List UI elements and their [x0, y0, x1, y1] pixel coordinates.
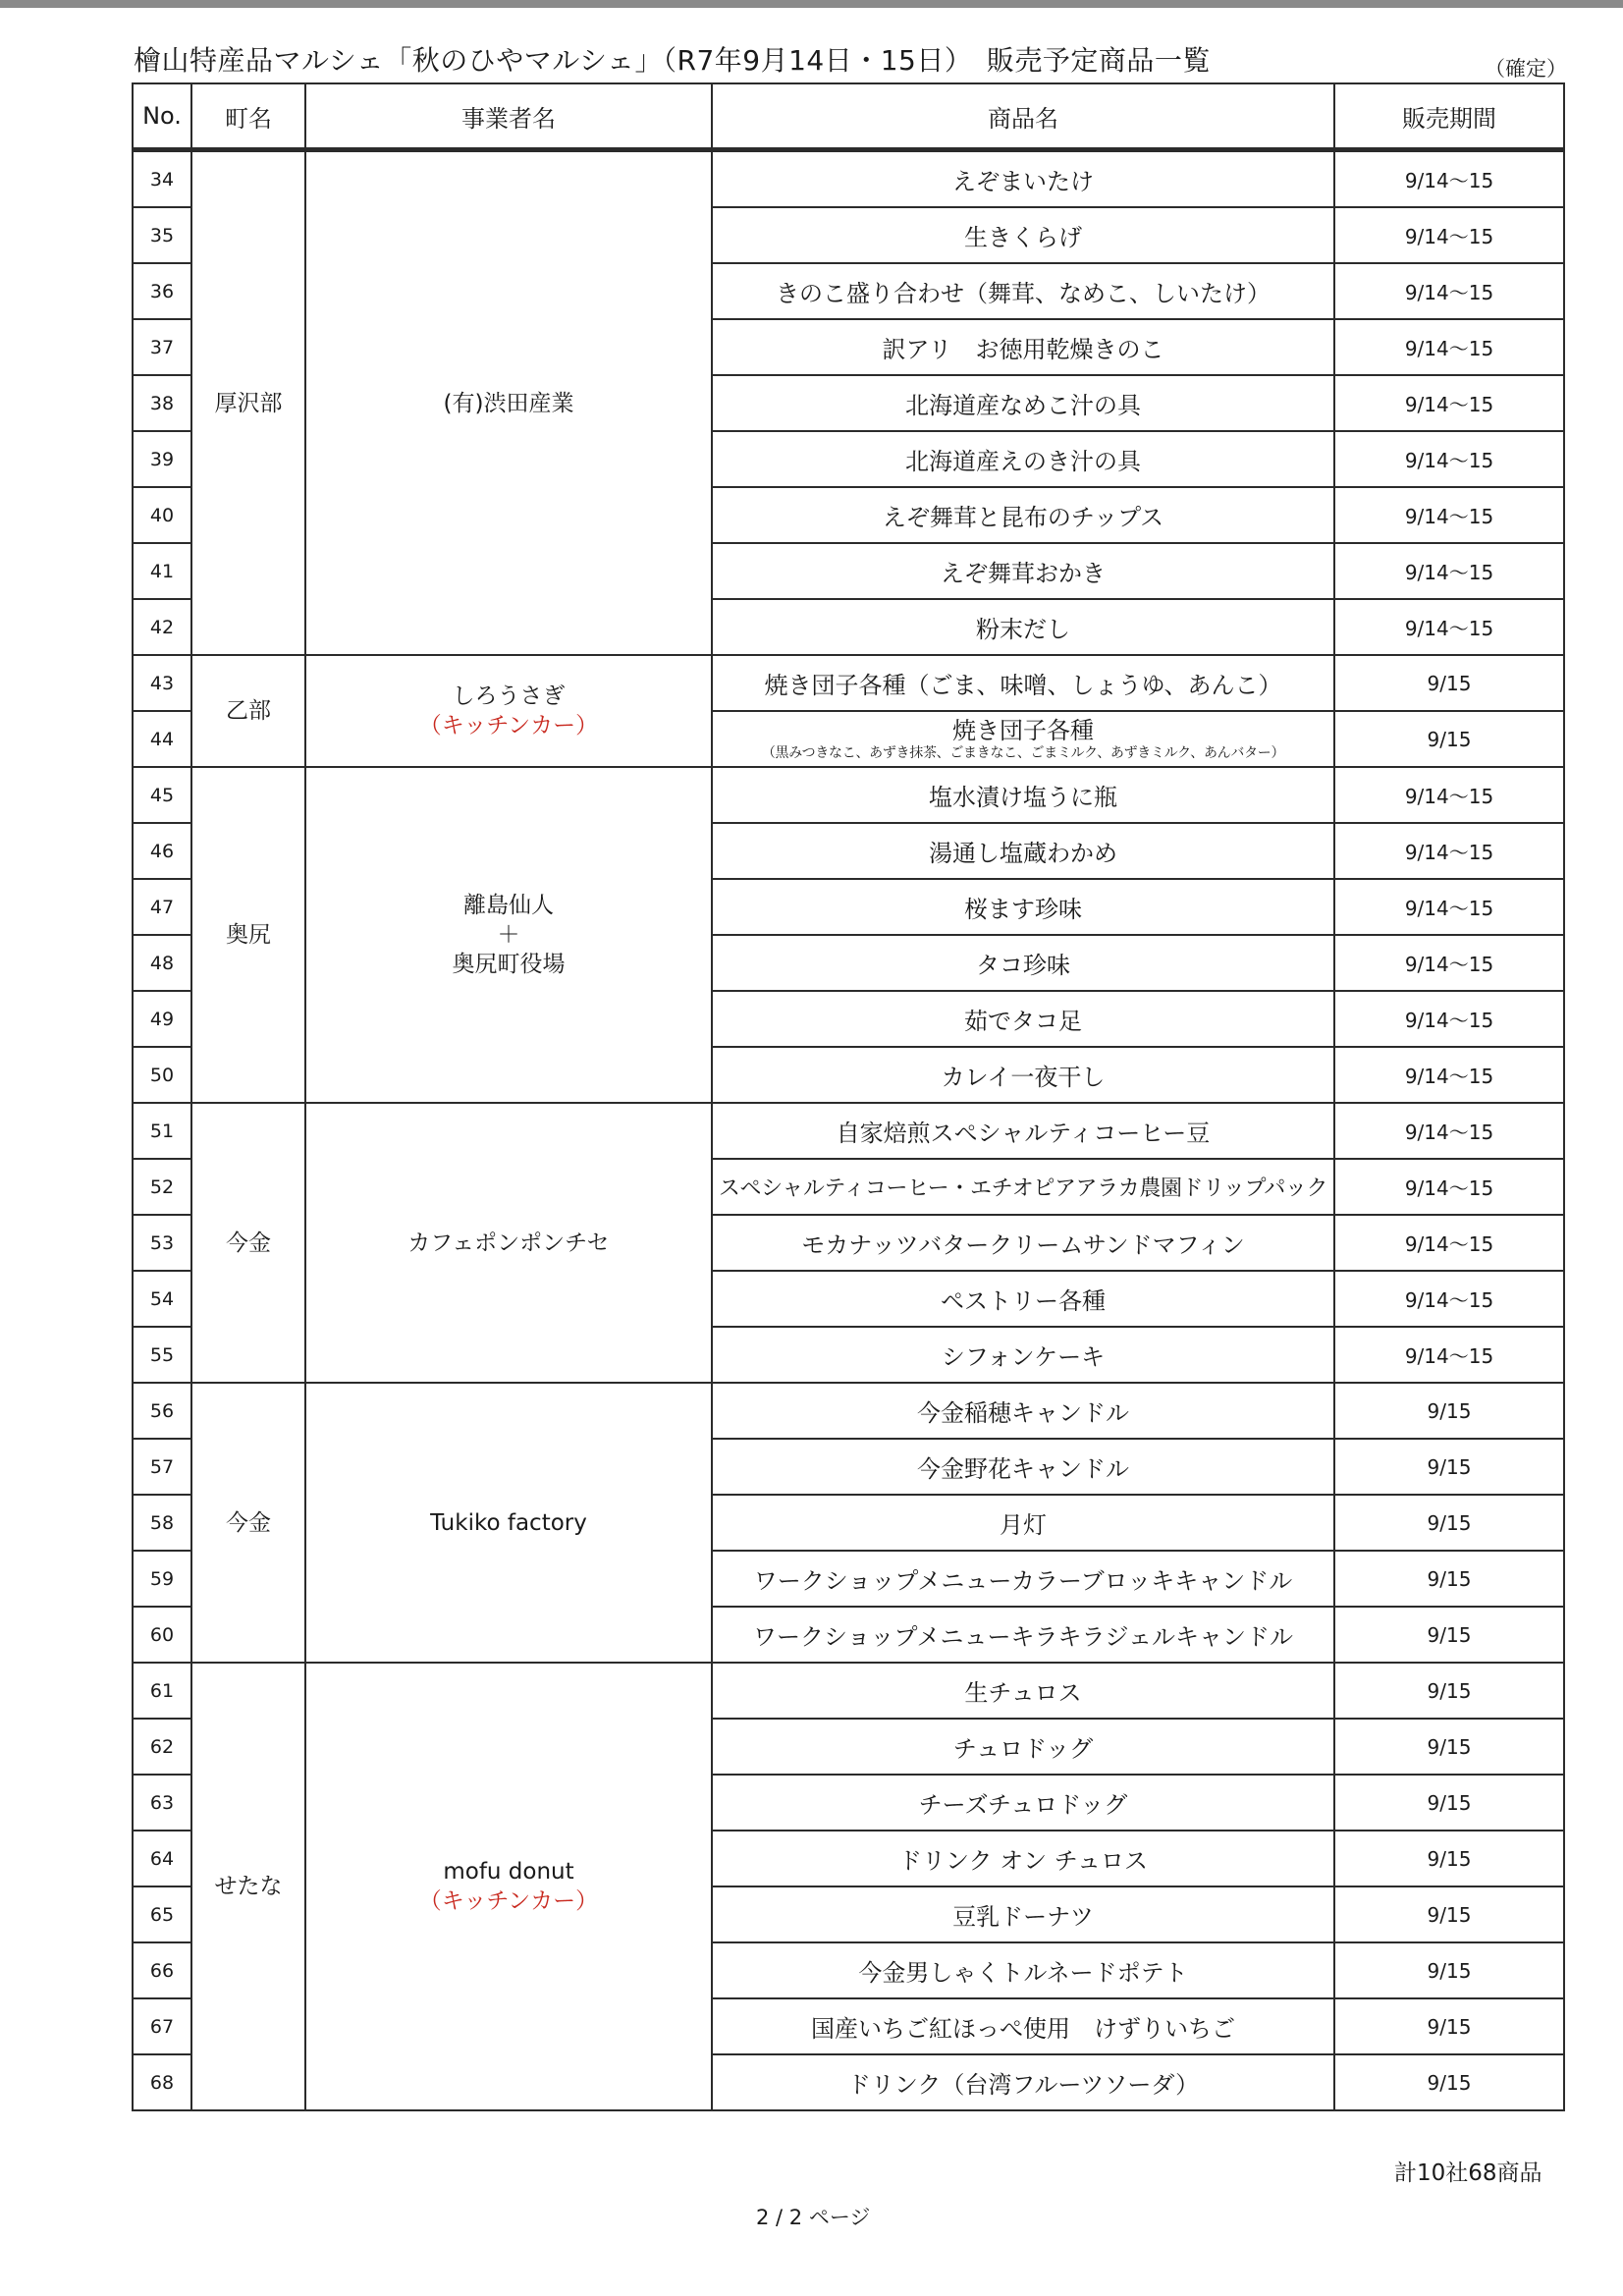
item-no: 38: [133, 375, 191, 431]
sale-period: 9/15: [1334, 1495, 1564, 1551]
business-cell: [305, 1663, 712, 2110]
product-name: モカナッツバタークリームサンドマフィン: [712, 1215, 1334, 1271]
item-no: 57: [133, 1439, 191, 1495]
item-no: 59: [133, 1551, 191, 1607]
product-name: えぞ舞茸と昆布のチップス: [712, 487, 1334, 543]
product-name: ペストリー各種: [712, 1271, 1334, 1327]
product-name: 粉末だし: [712, 599, 1334, 655]
item-no: 55: [133, 1327, 191, 1383]
sale-period: 9/14〜15: [1334, 935, 1564, 991]
summary-total: 計10社68商品: [1394, 2160, 1542, 2186]
table-row: [133, 150, 1564, 208]
sale-period: 9/14〜15: [1334, 150, 1564, 208]
product-note: （黒みつきなこ、あずき抹茶、ごまきなこ、ごまミルク、あずきミルク、あんバター）: [761, 744, 1285, 761]
item-no: 68: [133, 2054, 191, 2110]
scan-top-edge: [0, 0, 1623, 8]
sale-period: 9/15: [1334, 1663, 1564, 1719]
item-no: 42: [133, 599, 191, 655]
item-no: 67: [133, 1998, 191, 2054]
item-no: 65: [133, 1886, 191, 1942]
sale-period: 9/14〜15: [1334, 487, 1564, 543]
item-no: 50: [133, 1047, 191, 1103]
table-row: [133, 767, 1564, 823]
product-name: シフォンケーキ: [712, 1327, 1334, 1383]
sale-period: 9/15: [1334, 1998, 1564, 2054]
product-name: 塩水漬け塩うに瓶: [712, 767, 1334, 823]
item-no: 64: [133, 1831, 191, 1886]
product-name: 今金男しゃくトルネードポテト: [712, 1942, 1334, 1998]
sale-period: 9/15: [1334, 1439, 1564, 1495]
product-name: 北海道産えのき汁の具: [712, 431, 1334, 487]
sale-period: 9/14〜15: [1334, 1327, 1564, 1383]
product-name: チュロドッグ: [712, 1719, 1334, 1775]
product-name: ドリンク オン チュロス: [712, 1831, 1334, 1886]
sale-period: 9/14〜15: [1334, 543, 1564, 599]
product-name: ドリンク（台湾フルーツソーダ）: [712, 2054, 1334, 2110]
item-no: 43: [133, 655, 191, 711]
sale-period: 9/14〜15: [1334, 375, 1564, 431]
header-period: 販売期間: [1334, 83, 1564, 150]
item-no: 36: [133, 263, 191, 319]
page-number: 2 / 2 ページ: [756, 2206, 871, 2229]
header-town: 町名: [191, 83, 305, 150]
item-no: 58: [133, 1495, 191, 1551]
sale-period: 9/15: [1334, 2054, 1564, 2110]
table-header-row: [133, 83, 1564, 150]
product-name: チーズチュロドッグ: [712, 1775, 1334, 1831]
town-cell: 今金: [191, 1383, 305, 1663]
product-name: ワークショップメニューカラーブロッキキャンドル: [712, 1551, 1334, 1607]
item-no: 35: [133, 207, 191, 263]
product-name: 国産いちご紅ほっぺ使用 けずりいちご: [712, 1998, 1334, 2054]
item-no: 56: [133, 1383, 191, 1439]
kitchen-car-note: （キッチンカー）: [418, 713, 599, 738]
item-no: 34: [133, 150, 191, 208]
product-name: 今金稲穂キャンドル: [712, 1383, 1334, 1439]
item-no: 53: [133, 1215, 191, 1271]
sale-period: 9/14〜15: [1334, 599, 1564, 655]
product-name: 桜ます珍味: [712, 879, 1334, 935]
sale-period: 9/14〜15: [1334, 1271, 1564, 1327]
product-name: きのこ盛り合わせ（舞茸、なめこ、しいたけ）: [712, 263, 1334, 319]
town-cell: 奥尻: [191, 767, 305, 1103]
item-no: 52: [133, 1159, 191, 1215]
sale-period: 9/14〜15: [1334, 823, 1564, 879]
table-row: [133, 1383, 1564, 1439]
header-product: 商品名: [712, 83, 1334, 150]
product-name: ワークショップメニューキラキラジェルキャンドル: [712, 1607, 1334, 1663]
sale-period: 9/15: [1334, 1775, 1564, 1831]
sale-period: 9/15: [1334, 711, 1564, 767]
sale-period: 9/14〜15: [1334, 1103, 1564, 1159]
business-cell: [305, 655, 712, 767]
business-cell: [305, 767, 712, 1103]
town-cell: せたな: [191, 1663, 305, 2110]
product-name: スペシャルティコーヒー・エチオピアアラカ農園ドリップパック: [712, 1159, 1334, 1215]
sale-period: 9/15: [1334, 1831, 1564, 1886]
business-cell: Tukiko factory: [305, 1383, 712, 1663]
item-no: 44: [133, 711, 191, 767]
sale-period: 9/14〜15: [1334, 879, 1564, 935]
page-title: 檜山特産品マルシェ「秋のひやマルシェ」（R7年9月14日・15日） 販売予定商品一覧: [134, 44, 1211, 77]
town-cell: 厚沢部: [191, 150, 305, 656]
product-name: 生チュロス: [712, 1663, 1334, 1719]
sale-period: 9/14〜15: [1334, 431, 1564, 487]
header-no: No.: [133, 83, 191, 150]
sale-period: 9/15: [1334, 1551, 1564, 1607]
sale-period: 9/14〜15: [1334, 319, 1564, 375]
sale-period: 9/15: [1334, 1383, 1564, 1439]
product-name: 焼き団子各種: [952, 716, 1094, 744]
business-name: mofu donut: [443, 1859, 574, 1885]
status-label: （確定）: [1485, 57, 1567, 81]
sale-period: 9/15: [1334, 1719, 1564, 1775]
header-business: 事業者名: [305, 83, 712, 150]
business-name: 離島仙人: [463, 893, 554, 918]
item-no: 49: [133, 991, 191, 1047]
business-cell: (有)渋田産業: [305, 150, 712, 656]
sale-period: 9/14〜15: [1334, 991, 1564, 1047]
product-name: 自家焙煎スペシャルティコーヒー豆: [712, 1103, 1334, 1159]
product-cell: [712, 711, 1334, 767]
product-name: 北海道産なめこ汁の具: [712, 375, 1334, 431]
table-row: [133, 1103, 1564, 1159]
item-no: 39: [133, 431, 191, 487]
kitchen-car-note: （キッチンカー）: [418, 1888, 599, 1914]
item-no: 45: [133, 767, 191, 823]
town-cell: 今金: [191, 1103, 305, 1383]
item-no: 37: [133, 319, 191, 375]
sale-period: 9/14〜15: [1334, 1047, 1564, 1103]
product-table: [132, 82, 1565, 2111]
product-name: 茹でタコ足: [712, 991, 1334, 1047]
sale-period: 9/14〜15: [1334, 1159, 1564, 1215]
table-row: [133, 655, 1564, 711]
item-no: 61: [133, 1663, 191, 1719]
item-no: 40: [133, 487, 191, 543]
item-no: 60: [133, 1607, 191, 1663]
item-no: 47: [133, 879, 191, 935]
product-name: 月灯: [712, 1495, 1334, 1551]
product-name: えぞ舞茸おかき: [712, 543, 1334, 599]
sale-period: 9/14〜15: [1334, 263, 1564, 319]
item-no: 54: [133, 1271, 191, 1327]
item-no: 41: [133, 543, 191, 599]
table-row: [133, 1663, 1564, 1719]
sale-period: 9/14〜15: [1334, 1215, 1564, 1271]
product-name: 訳アリ お徳用乾燥きのこ: [712, 319, 1334, 375]
business-name: しろうさぎ: [452, 683, 566, 709]
business-plus: ＋: [497, 922, 520, 948]
sale-period: 9/14〜15: [1334, 207, 1564, 263]
product-name: 焼き団子各種（ごま、味噌、しょうゆ、あんこ）: [712, 655, 1334, 711]
item-no: 51: [133, 1103, 191, 1159]
product-name: えぞまいたけ: [712, 150, 1334, 208]
sale-period: 9/14〜15: [1334, 767, 1564, 823]
product-name: カレイ一夜干し: [712, 1047, 1334, 1103]
item-no: 62: [133, 1719, 191, 1775]
town-cell: 乙部: [191, 655, 305, 767]
product-name: 湯通し塩蔵わかめ: [712, 823, 1334, 879]
product-name: タコ珍味: [712, 935, 1334, 991]
business-name-2: 奥尻町役場: [452, 952, 566, 977]
product-name: 今金野花キャンドル: [712, 1439, 1334, 1495]
item-no: 66: [133, 1942, 191, 1998]
product-name: 豆乳ドーナツ: [712, 1886, 1334, 1942]
item-no: 63: [133, 1775, 191, 1831]
item-no: 46: [133, 823, 191, 879]
product-name: 生きくらげ: [712, 207, 1334, 263]
sale-period: 9/15: [1334, 1942, 1564, 1998]
sale-period: 9/15: [1334, 1607, 1564, 1663]
business-cell: カフェポンポンチセ: [305, 1103, 712, 1383]
sale-period: 9/15: [1334, 1886, 1564, 1942]
sale-period: 9/15: [1334, 655, 1564, 711]
item-no: 48: [133, 935, 191, 991]
